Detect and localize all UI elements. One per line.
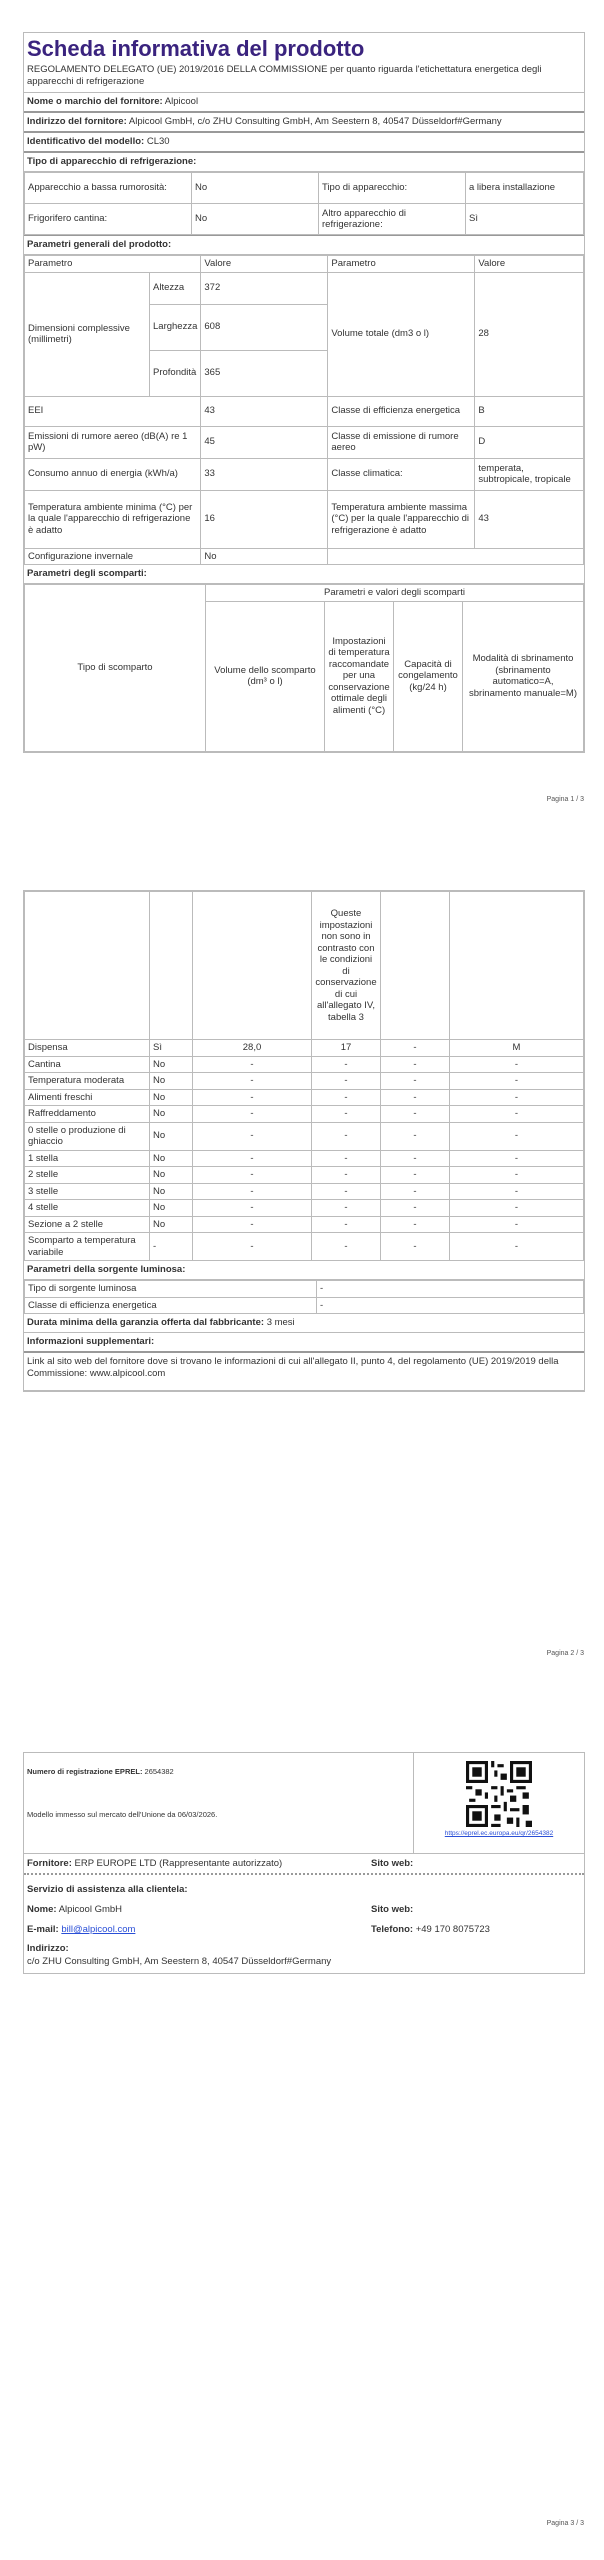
appliance-type-table <box>24 172 584 235</box>
comp-volume: - <box>193 1150 312 1167</box>
comp-capacity: - <box>381 1073 450 1090</box>
comp-defrost-header: Modalità di sbrinamento (sbrinamento automatico=A, sbrinamento manuale=M) <box>463 601 584 751</box>
wine-value: No <box>192 204 319 235</box>
comp-volume: - <box>193 1216 312 1233</box>
phone-value: +49 170 8075723 <box>415 1924 490 1935</box>
table-row <box>25 1073 584 1090</box>
comp-volume: - <box>193 1167 312 1184</box>
name-label: Nome: <box>27 1904 57 1915</box>
other-label: Altro apparecchio di refrigerazione: <box>319 204 466 235</box>
table-row <box>25 1233 584 1261</box>
noise-class-value: D <box>475 426 584 458</box>
warranty-row <box>24 1314 584 1333</box>
comp-volume-header: Volume dello scomparto (dm³ o l) <box>206 601 325 751</box>
comp-temp: - <box>312 1200 381 1217</box>
compartment-continued <box>23 890 585 1392</box>
comp-temp: - <box>312 1183 381 1200</box>
light-table <box>24 1280 584 1314</box>
model-label: Identificativo del modello: <box>27 136 145 147</box>
comp-temp: - <box>312 1167 381 1184</box>
height-value: 372 <box>201 272 328 304</box>
comp-capacity: - <box>381 1200 450 1217</box>
height-label: Altezza <box>150 272 201 304</box>
comp-defrost: - <box>450 1106 584 1123</box>
comp-capacity-header: Capacità di congelamento (kg/24 h) <box>394 601 463 751</box>
min-temp-label: Temperatura ambiente minima (°C) per la quale l'apparecchio di refrigerazione è adatto <box>25 490 201 548</box>
comp-defrost: - <box>450 1233 584 1261</box>
comp-params-header: Parametri e valori degli scomparti <box>206 585 584 602</box>
comp-defrost: - <box>450 1122 584 1150</box>
noise-class-label: Classe di emissione di rumore aereo <box>328 426 475 458</box>
comp-capacity: - <box>381 1183 450 1200</box>
warranty-label: Durata minima della garanzia offerta dal fabbricante: <box>27 1317 265 1328</box>
general-section-label: Parametri generali del prodotto: <box>27 239 172 250</box>
comp-name: Scomparto a temperatura variabile <box>25 1233 150 1261</box>
comp-capacity: - <box>381 1056 450 1073</box>
compartment-section-label: Parametri degli scomparti: <box>27 568 147 579</box>
page-1 <box>0 0 604 820</box>
table-row <box>25 1040 584 1057</box>
addr-label: Indirizzo: <box>27 1943 69 1954</box>
table-row <box>25 1122 584 1150</box>
website-label: Sito web: <box>371 1858 414 1869</box>
service-block <box>24 1875 584 1973</box>
max-temp-label: Temperatura ambiente massima (°C) per la quale l'apparecchio di refrigerazione è adatto <box>328 490 475 548</box>
comp-temp: - <box>312 1122 381 1150</box>
comp-volume: - <box>193 1122 312 1150</box>
eprel-block <box>24 1753 584 1854</box>
page-3 <box>0 1740 604 2560</box>
compartment-rows <box>25 1040 584 1261</box>
width-label: Larghezza <box>150 304 201 350</box>
width-value: 608 <box>201 304 328 350</box>
comp-volume: - <box>193 1183 312 1200</box>
low-noise-label: Apparecchio a bassa rumorosità: <box>25 173 192 204</box>
blank-cell <box>25 892 150 1040</box>
col-value-header-2: Valore <box>475 256 584 273</box>
warranty-value: 3 mesi <box>266 1317 295 1328</box>
comp-present: No <box>150 1056 193 1073</box>
comp-capacity: - <box>381 1216 450 1233</box>
depth-value: 365 <box>201 350 328 396</box>
comp-volume: - <box>193 1089 312 1106</box>
comp-defrost: - <box>450 1216 584 1233</box>
eei-label: EEI <box>25 396 201 426</box>
service-label: Servizio di assistenza alla clientela: <box>27 1884 188 1895</box>
noise-label: Emissioni di rumore aereo (dB(A) re 1 pW) <box>25 426 201 458</box>
annual-label: Consumo annuo di energia (kWh/a) <box>25 458 201 490</box>
comp-defrost: - <box>450 1089 584 1106</box>
eprel-sheet <box>23 1752 585 1974</box>
comp-present: No <box>150 1200 193 1217</box>
comp-present: No <box>150 1183 193 1200</box>
name-value: Alpicool GmbH <box>58 1904 123 1915</box>
comp-temp: 17 <box>312 1040 381 1057</box>
comp-name: 1 stella <box>25 1150 150 1167</box>
phone-label: Telefono: <box>371 1924 414 1935</box>
page-2 <box>0 880 604 1660</box>
comp-name: 0 stelle o produzione di ghiaccio <box>25 1122 150 1150</box>
extra-text-row <box>24 1353 584 1391</box>
eff-class-label: Classe di efficienza energetica <box>328 396 475 426</box>
model-value: CL30 <box>146 136 170 147</box>
comp-temp: - <box>312 1089 381 1106</box>
eprel-link[interactable]: https://eprel.ec.europa.eu/qr/2654382 <box>444 1830 554 1837</box>
comp-name: 3 stelle <box>25 1183 150 1200</box>
market-text: Modello immesso sul mercato dell'Unione da 06/03/2026. <box>27 1810 218 1819</box>
comp-name: Temperatura moderata <box>25 1073 150 1090</box>
comp-temp-header: Impostazioni di temperatura raccomandate per una conservazione ottimale degli alimenti (°C) <box>325 601 394 751</box>
comp-present: No <box>150 1216 193 1233</box>
supplier-label-p3: Fornitore: <box>27 1858 72 1869</box>
comp-temp: - <box>312 1073 381 1090</box>
comp-present: No <box>150 1106 193 1123</box>
comp-volume: 28,0 <box>193 1040 312 1057</box>
comp-capacity: - <box>381 1233 450 1261</box>
min-temp-value: 16 <box>201 490 328 548</box>
light-section-header <box>24 1261 584 1280</box>
extra-section-header <box>24 1333 584 1353</box>
comp-capacity: - <box>381 1122 450 1150</box>
comp-temp: - <box>312 1106 381 1123</box>
regulation-text: REGOLAMENTO DELEGATO (UE) 2019/2016 DELLA COMMISSIONE per quanto riguarda l'etichettatura energetica degli apparecchi di refrigerazione <box>24 62 584 93</box>
compartment-section-header <box>24 565 584 584</box>
table-row <box>25 1167 584 1184</box>
col-value-header: Valore <box>201 256 328 273</box>
comp-defrost: - <box>450 1056 584 1073</box>
type-section-header <box>24 153 584 172</box>
table-row <box>25 1200 584 1217</box>
eei-value: 43 <box>201 396 328 426</box>
comp-temp: - <box>312 1216 381 1233</box>
comp-volume: - <box>193 1233 312 1261</box>
supplier-value: Alpicool <box>164 96 199 107</box>
noise-value: 45 <box>201 426 328 458</box>
table-row <box>25 1106 584 1123</box>
comp-name: 4 stelle <box>25 1200 150 1217</box>
comp-capacity: - <box>381 1106 450 1123</box>
extra-text: Link al sito web del fornitore dove si trovano le informazioni di cui all'allegato II, punto 4, del regolamento (UE) 2019/2019 della Commissione: <box>27 1356 559 1379</box>
comp-capacity: - <box>381 1150 450 1167</box>
table-row <box>25 1183 584 1200</box>
product-sheet <box>23 32 585 753</box>
volume-value: 28 <box>475 272 584 396</box>
low-noise-value: No <box>192 173 319 204</box>
other-value: Sì <box>466 204 584 235</box>
light-type-label: Tipo di sorgente luminosa <box>25 1281 317 1298</box>
extra-section-label: Informazioni supplementari: <box>27 1336 155 1347</box>
supplier-row <box>24 93 584 113</box>
comp-capacity: - <box>381 1089 450 1106</box>
model-row <box>24 133 584 153</box>
supplier-label: Nome o marchio del fornitore: <box>27 96 163 107</box>
blank-cell <box>381 892 450 1040</box>
comp-volume: - <box>193 1073 312 1090</box>
light-type-value: - <box>317 1281 584 1298</box>
table-row <box>25 1150 584 1167</box>
comp-name: 2 stelle <box>25 1167 150 1184</box>
table-row <box>25 1089 584 1106</box>
comp-temp: - <box>312 1233 381 1261</box>
table-row <box>25 1216 584 1233</box>
comp-defrost: - <box>450 1167 584 1184</box>
annual-value: 33 <box>201 458 328 490</box>
blank-cell <box>193 892 312 1040</box>
volume-label: Volume totale (dm3 o l) <box>328 272 475 396</box>
page-number-1: Pagina 1 / 3 <box>546 796 584 803</box>
type-section-label: Tipo di apparecchio di refrigerazione: <box>27 156 197 167</box>
comp-volume: - <box>193 1106 312 1123</box>
comp-capacity: - <box>381 1167 450 1184</box>
type-value: a libera installazione <box>466 173 584 204</box>
compartment-header-table <box>24 584 584 752</box>
general-params-table <box>24 255 584 565</box>
blank-cell <box>450 892 584 1040</box>
comp-present: No <box>150 1122 193 1150</box>
email-value[interactable]: bill@alpicool.com <box>61 1924 136 1935</box>
climate-value: temperata, subtropicale, tropicale <box>475 458 584 490</box>
climate-label: Classe climatica: <box>328 458 475 490</box>
comp-name: Dispensa <box>25 1040 150 1057</box>
eprel-label: Numero di registrazione EPREL: <box>27 1767 143 1776</box>
empty-cell <box>328 548 584 565</box>
comp-present: Sì <box>150 1040 193 1057</box>
comp-name: Sezione a 2 stelle <box>25 1216 150 1233</box>
comp-defrost: M <box>450 1040 584 1057</box>
comp-volume: - <box>193 1056 312 1073</box>
temp-note: Queste impostazioni non sono in contrasto con le condizioni di conservazione di cui all'allegato IV, tabella 3 <box>312 892 381 1040</box>
light-section-label: Parametri della sorgente luminosa: <box>27 1264 186 1275</box>
comp-type-header: Tipo di scomparto <box>25 585 206 752</box>
col-param-header: Parametro <box>25 256 201 273</box>
page-title: Scheda informativa del prodotto <box>27 36 365 61</box>
comp-present: No <box>150 1167 193 1184</box>
address-label: Indirizzo del fornitore: <box>27 116 127 127</box>
supplier-row-p3 <box>24 1854 584 1875</box>
comp-present: - <box>150 1233 193 1261</box>
type-label: Tipo di apparecchio: <box>319 173 466 204</box>
comp-present: No <box>150 1089 193 1106</box>
wine-label: Frigorifero cantina: <box>25 204 192 235</box>
address-value: Alpicool GmbH, c/o ZHU Consulting GmbH, Am Seestern 8, 40547 Düsseldorf#Germany <box>128 116 502 127</box>
blank-cell <box>150 892 193 1040</box>
compartment-table <box>24 891 584 1261</box>
comp-defrost: - <box>450 1200 584 1217</box>
general-section-header <box>24 235 584 255</box>
email-label: E-mail: <box>27 1924 59 1935</box>
dims-label: Dimensioni complessive (millimetri) <box>25 272 150 396</box>
page-number-2: Pagina 2 / 3 <box>546 1650 584 1657</box>
addr-value: c/o ZHU Consulting GmbH, Am Seestern 8, 40547 Düsseldorf#Germany <box>27 1956 332 1967</box>
table-row <box>25 1056 584 1073</box>
comp-temp: - <box>312 1056 381 1073</box>
eprel-info <box>24 1753 413 1853</box>
eprel-value: 2654382 <box>144 1767 174 1776</box>
comp-name: Cantina <box>25 1056 150 1073</box>
page-number-3: Pagina 3 / 3 <box>546 2520 584 2527</box>
comp-defrost: - <box>450 1073 584 1090</box>
comp-name: Alimenti freschi <box>25 1089 150 1106</box>
col-param-header-2: Parametro <box>328 256 475 273</box>
light-class-label: Classe di efficienza energetica <box>25 1297 317 1314</box>
eff-class-value: B <box>475 396 584 426</box>
winter-label: Configurazione invernale <box>25 548 201 565</box>
qr-block <box>413 1753 584 1853</box>
max-temp-value: 43 <box>475 490 584 548</box>
comp-capacity: - <box>381 1040 450 1057</box>
winter-value: No <box>201 548 328 565</box>
address-row <box>24 113 584 133</box>
comp-temp: - <box>312 1150 381 1167</box>
supplier-value-p3: ERP EUROPE LTD (Rappresentante autorizzato) <box>74 1858 283 1869</box>
extra-url[interactable]: www.alpicool.com <box>89 1368 166 1379</box>
qr-code-icon <box>466 1761 532 1827</box>
website2-label: Sito web: <box>371 1904 414 1915</box>
comp-present: No <box>150 1073 193 1090</box>
comp-name: Raffreddamento <box>25 1106 150 1123</box>
light-class-value: - <box>317 1297 584 1314</box>
depth-label: Profondità <box>150 350 201 396</box>
comp-present: No <box>150 1150 193 1167</box>
comp-defrost: - <box>450 1150 584 1167</box>
comp-volume: - <box>193 1200 312 1217</box>
comp-defrost: - <box>450 1183 584 1200</box>
